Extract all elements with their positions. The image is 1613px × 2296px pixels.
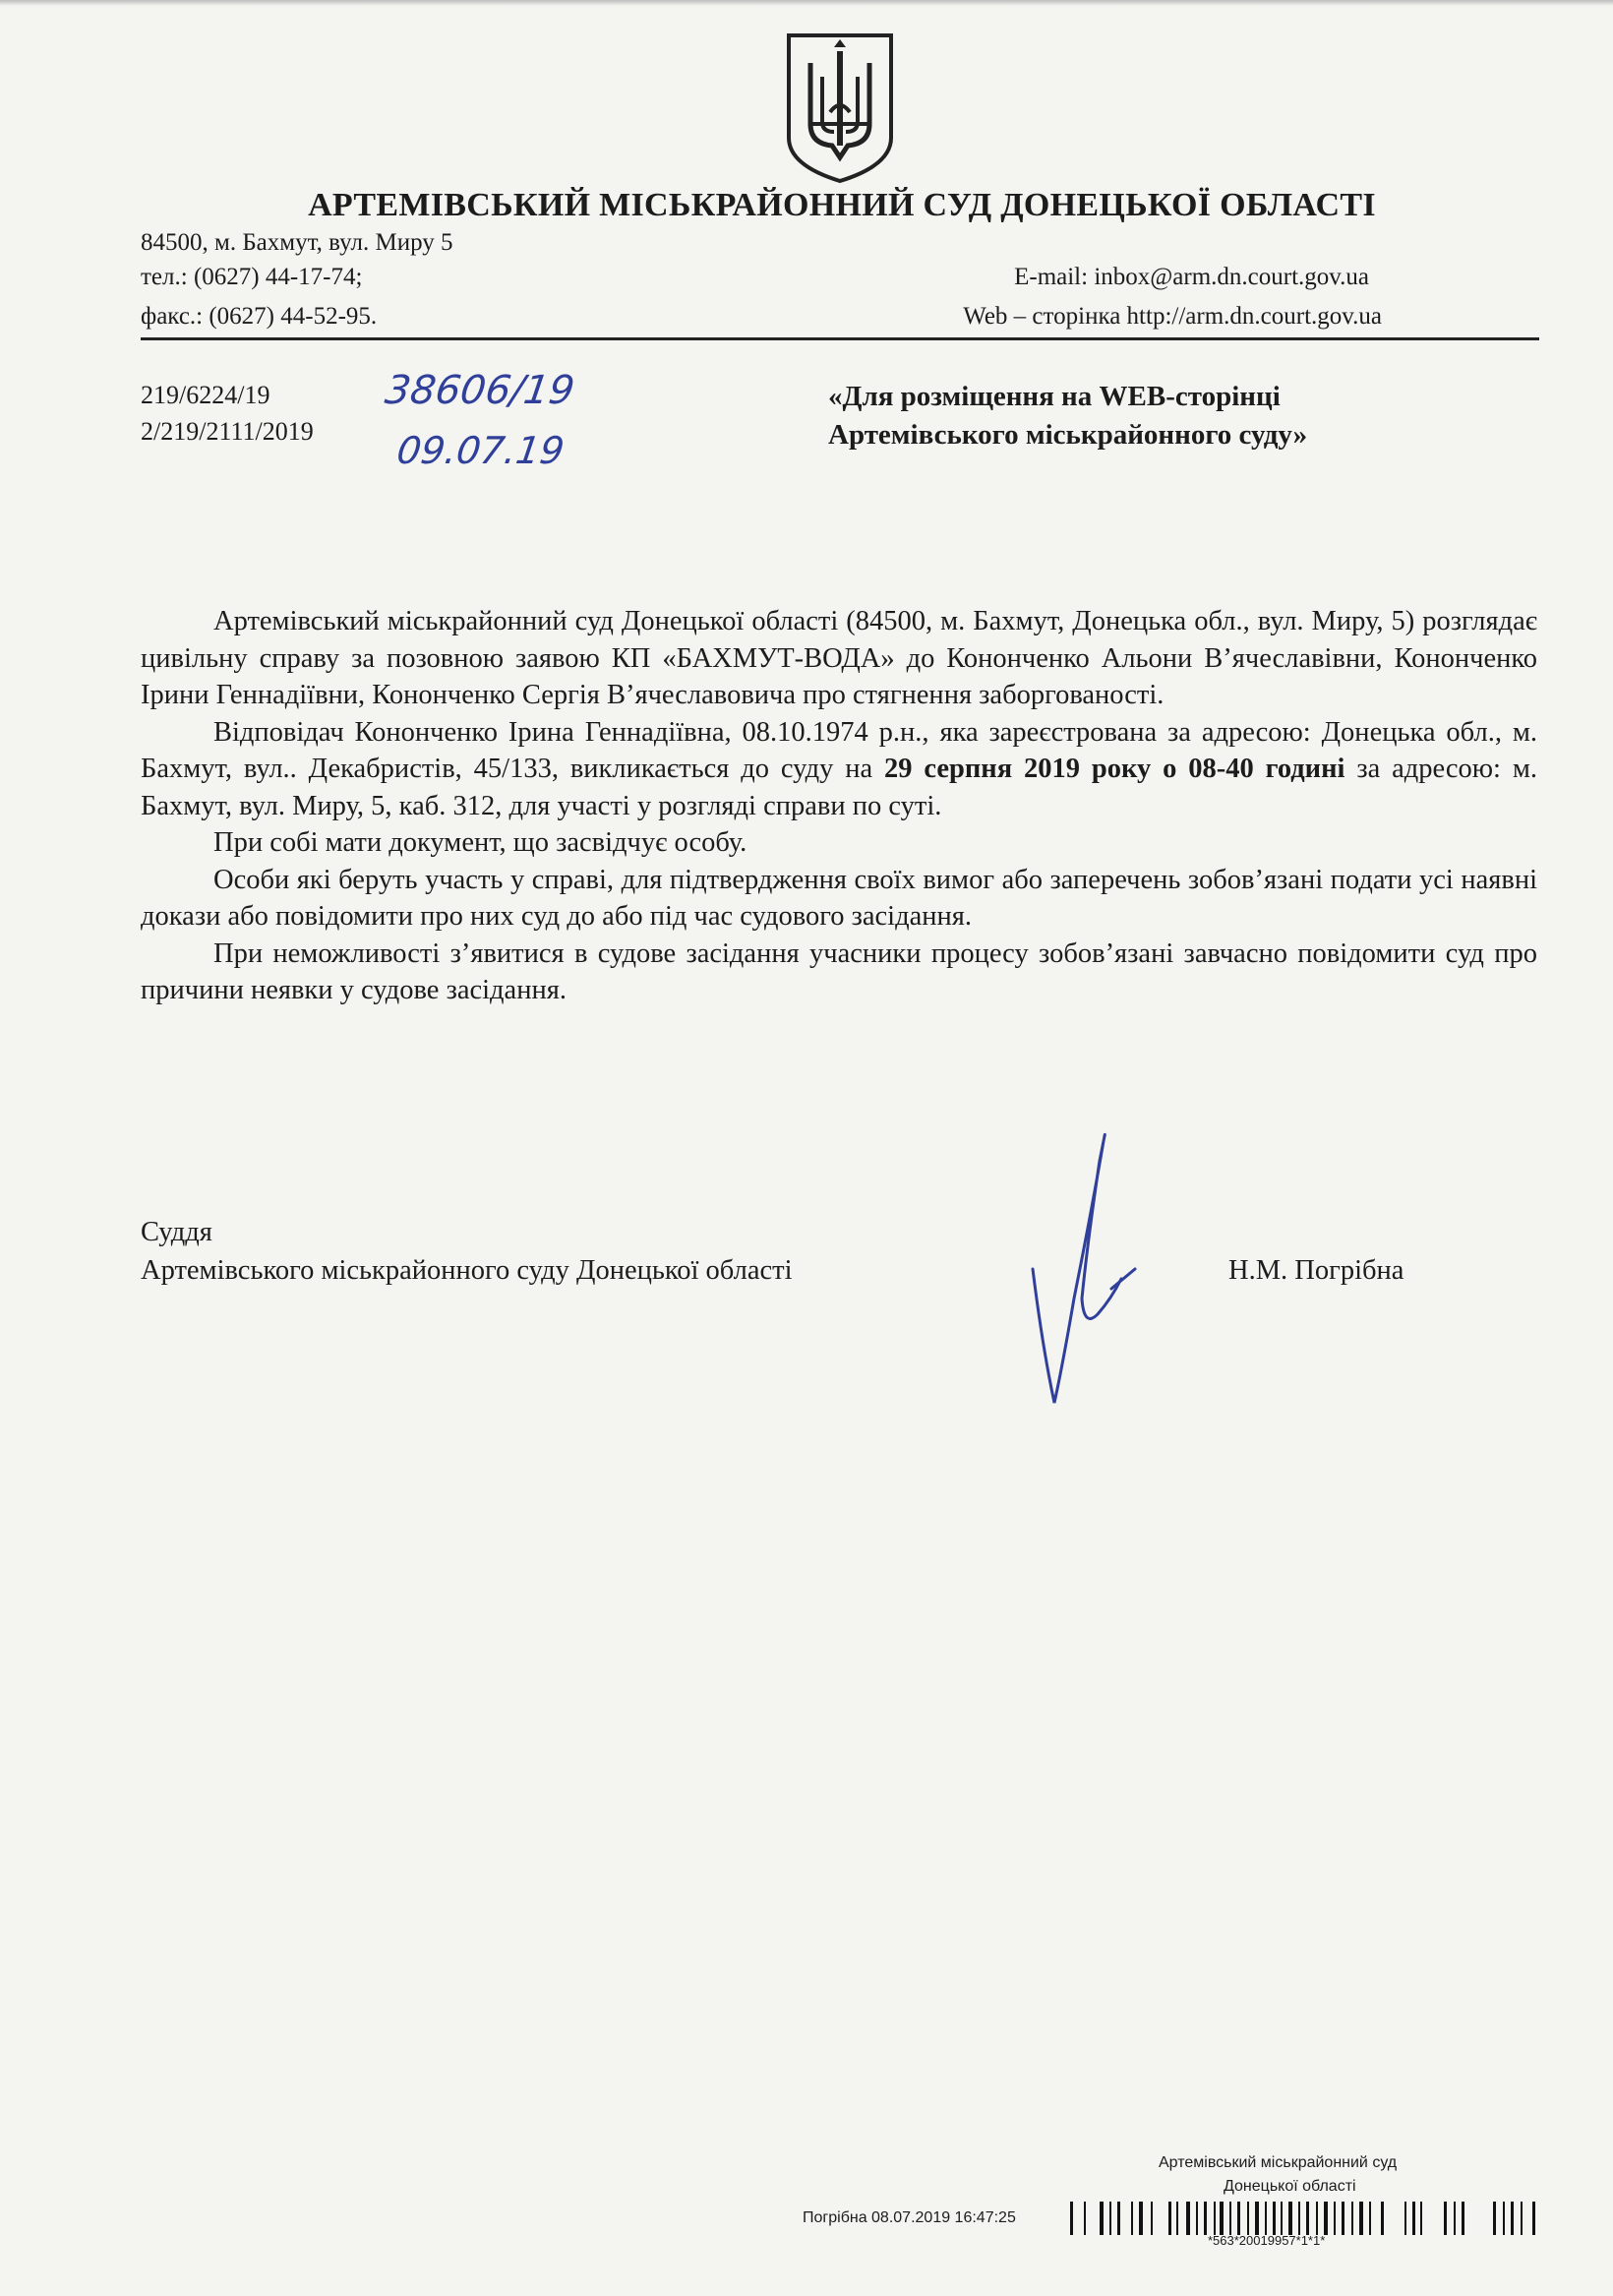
handwritten-date: 09.07.19 xyxy=(393,429,568,472)
paragraph-evidence: Особи які беруть участь у справі, для підтвердження своїх вимог або заперечень зобов’язані подати усі наявні докази або повідомити про них суд до або під час судового засідання. xyxy=(141,864,1537,932)
court-fax: факс.: (0627) 44-52-95. xyxy=(141,303,378,330)
stamp-court-line2: Донецької області xyxy=(1224,2178,1356,2195)
court-email: E-mail: inbox@arm.dn.court.gov.ua xyxy=(1014,264,1369,290)
court-address: 84500, м. Бахмут, вул. Миру 5 xyxy=(141,229,453,256)
coat-of-arms-icon xyxy=(783,30,897,185)
barcode-text: *563*20019957*1*1* xyxy=(1208,2233,1326,2248)
hearing-date-time: 29 серпня 2019 року о 08-40 годині xyxy=(884,754,1345,784)
stamp-court-line1: Артемівський міськрайонний суд xyxy=(1159,2154,1398,2171)
paragraph-id-document: При собі мати документ, що засвідчує особу. xyxy=(213,827,747,858)
handwritten-signature xyxy=(1013,1121,1170,1417)
summons-text-end: за адресою: м. Бахмут, вул. Миру, 5, каб. 312, для участі у розгляді справи по суті. xyxy=(141,754,1538,821)
case-number: 219/6224/19 xyxy=(141,381,270,409)
barcode xyxy=(1070,2202,1538,2237)
summons-text-start: Відповідач Кононченко Ірина Геннадіївна, 08.10.1974 р.н., яка зареєстрована за адресою: Донецька обл., м. Бахмут, вул.. Декабристів, 45/133, викликається до суду на xyxy=(141,716,1537,784)
scan-edge xyxy=(0,0,1613,6)
paragraph-absence: При неможливості з’явитися в судове засідання учасники процесу зобов’язані завчасно повідомити суд про причини неявки у судове засідання. xyxy=(141,937,1537,1005)
court-phone: тел.: (0627) 44-17-74; xyxy=(141,264,363,290)
header-divider xyxy=(141,337,1539,340)
paragraph-summons xyxy=(141,714,1537,825)
stamp-registered-by: Погрібна 08.07.2019 16:47:25 xyxy=(803,2209,1016,2226)
judge-name: Н.М. Погрібна xyxy=(1228,1255,1404,1286)
court-title: АРТЕМІВСЬКИЙ МІСЬКРАЙОННИЙ СУД ДОНЕЦЬКОЇ ОБЛАСТІ xyxy=(308,187,1376,223)
judge-court: Артемівського міськрайонного суду Донецької області xyxy=(141,1255,793,1286)
web-notice-line1: «Для розміщення на WEB-сторінці xyxy=(828,381,1281,412)
court-website: Web – сторінка http://arm.dn.court.gov.ua xyxy=(963,303,1382,330)
proceeding-number: 2/219/2111/2019 xyxy=(141,417,314,446)
paragraph-case-description: Артемівський міськрайонний суд Донецької області (84500, м. Бахмут, Донецька обл., вул. Миру, 5) розглядає цивільну справу за позовною заявою КП «БАХМУТ-ВОДА» до Кононченко Альони В’ячеславівни, Кононченко Ірини Геннадіївни, Кононченко Сергія В’ячеславовича про стягнення заборгованості. xyxy=(141,606,1537,710)
web-notice-line2: Артемівського міськрайонного суду» xyxy=(828,419,1308,451)
handwritten-outgoing-number: 38606/19 xyxy=(382,368,577,413)
notice-body xyxy=(141,603,1537,1009)
judge-title: Суддя xyxy=(141,1217,212,1247)
